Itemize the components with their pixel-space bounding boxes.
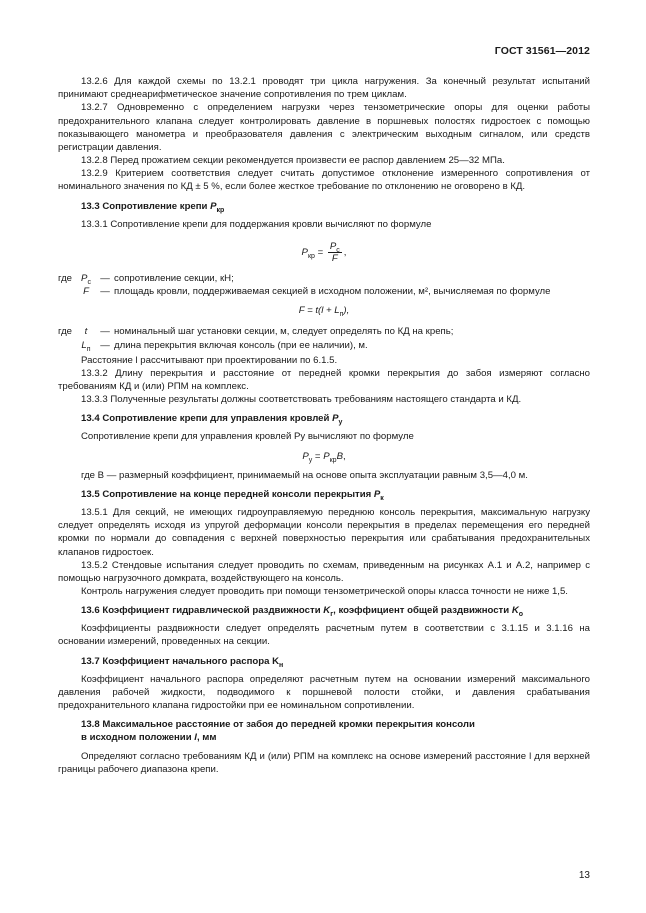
page-number: 13 [578,870,590,881]
para-13-5-2: 13.5.2 Стендовые испытания следует проводить по схемам, приведенным на рисунках А.1 и А.2, например с помощью нагрузочного домкрата, воздействующего на консоль. [58,559,590,584]
para-13-6: Коэффициенты раздвижности следует определять расчетным путем в соответствии с 3.1.15 и 3.1.16 на основании измерений, проведенных на секции. [58,623,590,648]
para-13-3-3: 13.3.3 Полученные результаты должны соответствовать требованиям настоящего стандарта и КД. [81,394,522,406]
para-13-5-2-control: Контроль нагружения следует проводить при помощи тензометрической опоры класса точности не ниже 1,5. [81,586,568,597]
formula-area: $F = t(l + L_п)$, [298,305,350,319]
para-13-3-1: 13.3.1 Сопротивление крепи для поддержания кровли вычисляют по формуле [81,218,432,230]
formula-resistance: $P_{кр}$ = $\frac{P_c}{F}$ , [301,240,347,264]
para-13-4-where: где B — размерный коэффициент, принимаемый на основе опыта эксплуатации равным 3,5—4,0 м. [81,469,528,481]
standard-header: ГОСТ 31561—2012 [494,45,590,57]
para-13-2-7: 13.2.7 Одновременно с определением нагрузки через тензометрические опоры для оценки работы предохранительного клапана следует контролировать давление в поршневых полостях гидростоек с помощью показывающего манометра и преобразователя давления с электрическим выходным сигналом, или средств регистрации давления. [58,102,590,153]
definitions-1 [58,272,590,298]
formula-fraction: $\frac{P_c}{F}$ [329,240,340,264]
para-13-8: Определяют согласно требованиям КД и (или) РПМ на комплекс на основе измерений расстояние l для верхней границы рабочего диапазона крепи. [58,750,590,775]
heading-13-5: 13.5 Сопротивление на конце передней консоли перекрытия $P_к$ [81,488,384,502]
definitions-2 [58,325,590,351]
para-13-5-1: 13.5.1 Для секций, не имеющих гидроуправляемую переднюю консоль перекрытия, максимальную нагрузку следует определять исходя из упругой деформации консоли перекрытия в пределах перемещения его передней кромки по нормали до совпадения с верхней поверхностью перекрытия или срабатывания предохранительных клапанов гидростоек. [58,507,590,558]
heading-13-6: 13.6 Коэффициент гидравлической раздвижности $K_г$, коэффициент общей раздвижности $K_о$ [81,605,524,619]
heading-13-4: 13.4 Сопротивление крепи для управления кровлей $P_у$ [81,413,343,427]
para-13-2-6: 13.2.6 Для каждой схемы по 13.2.1 проводят три цикла нагружения. За конечный результат испытаний принимают среднеарифметическое значение сопротивления по трем циклам. [58,76,590,101]
para-13-7: Коэффициент начального распора определяют расчетным путем на основании измерений максимального давления рабочей жидкости, подводимого к поршневой полости стойки, и давления срабатывания предохранительного клапана гидростойки при ее номинальном сопротивлении. [58,673,590,712]
definition-row: $L_п$ — длина перекрытия включая консоль (при ее наличии), м. [81,339,368,353]
para-13-4: Сопротивление крепи для управления кровлей Pу вычисляют по формуле [81,431,414,443]
heading-13-7: 13.7 Коэффициент начального распора $K_н$ [81,655,284,669]
para-distance: Расстояние l рассчитывают при проектировании по 6.1.5. [81,354,338,366]
definition-row: где $P_c$ — сопротивление секции, кН; [58,272,234,286]
heading-13-3: 13.3 Сопротивление крепи $P_{кр}$ [81,200,225,214]
definition-row: F — площадь кровли, поддерживаемая секцией в исходном положении, м², вычисляемая по формуле [83,286,551,298]
heading-13-8: 13.8 Максимальное расстояние от забоя до передней кромки перекрытия консоли в исходном положении l, мм [81,719,475,744]
definition-row: где t — номинальный шаг установки секции, м, следует определять по КД на крепь; [58,326,454,338]
para-13-3-2: 13.3.2 Длину перекрытия и расстояние от передней кромки перекрытия до забоя измеряют согласно требованиям КД и (или) РПМ на комплекс. [58,367,590,392]
para-13-2-8: 13.2.8 Перед прожатием секции рекомендуется произвести ее распор давлением 25—32 МПа. [81,155,505,167]
para-13-2-9: 13.2.9 Критерием соответствия следует считать допустимое отклонение измеренного сопротивления от номинального значения по КД ± 5 %, если более жесткое требование по отклонению не оговорено в КД. [58,168,590,193]
formula-roof-control: $P_у = P_{кр}B$, [302,450,346,464]
